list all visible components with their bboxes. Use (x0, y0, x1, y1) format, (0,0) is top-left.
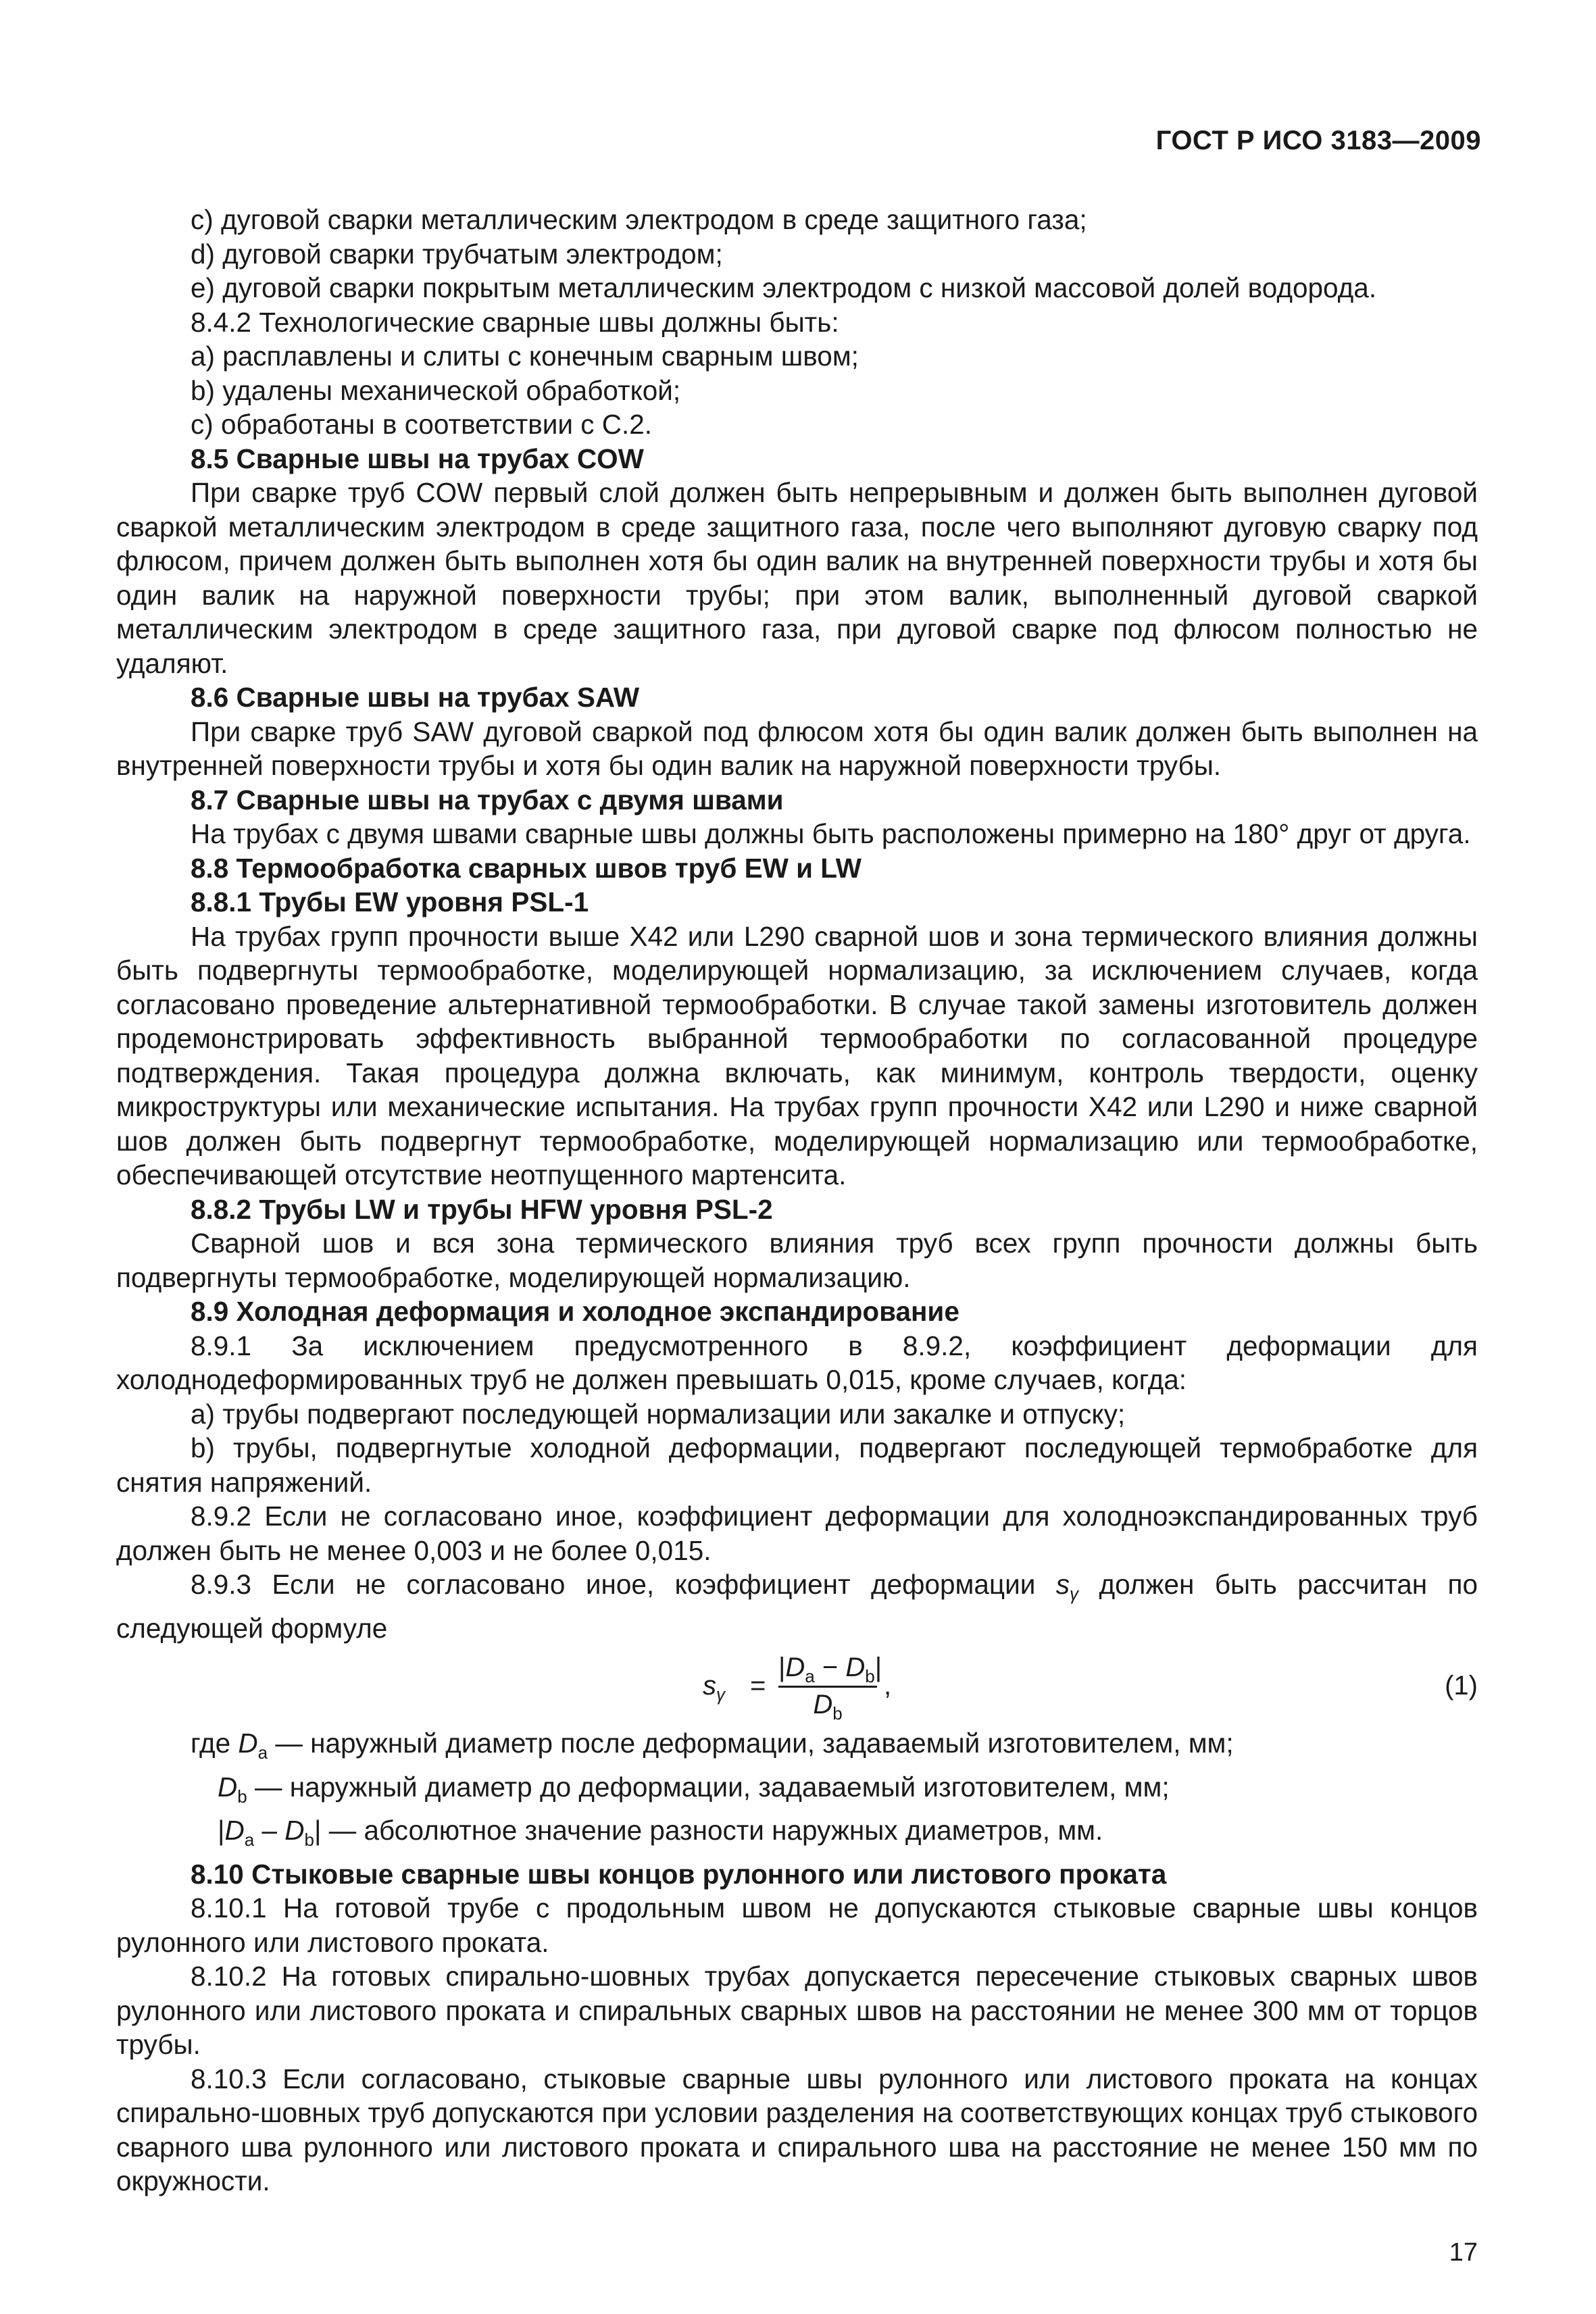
section-heading-8-6: 8.6 Сварные швы на трубах SAW (191, 682, 640, 713)
paragraph: 8.10.1 На готовой трубе с продольным швом не допускаются стыковые сварные швы концов рулонного или листового проката. (116, 1892, 1478, 1958)
formula-lhs-symbol: s (703, 1671, 716, 1701)
body-text (116, 203, 1478, 2198)
page-number: 17 (1449, 2238, 1478, 2267)
symbol-subscript: γ (1070, 1584, 1079, 1605)
paragraph: с) обработаны в соответствии с С.2. (191, 409, 653, 440)
legend-subscript: b (304, 1830, 314, 1851)
paragraph: b) трубы, подвергнутые холодной деформации, подвергают последующей термобработке для снятия напряжений. (116, 1432, 1478, 1498)
legend-text: — абсолютное значение разности наружных диаметров, мм. (321, 1815, 1103, 1846)
formula-denominator (778, 1688, 877, 1724)
formula-number: (1) (1445, 1671, 1478, 1701)
legend-text: — наружный диаметр до деформации, задаваемый изготовителем, мм; (247, 1771, 1170, 1803)
formula-fraction (778, 1651, 882, 1724)
formula-lhs-subscript: γ (716, 1684, 725, 1705)
paragraph: b) удалены механической обработкой; (191, 374, 681, 406)
num-subscript-a: a (805, 1666, 815, 1687)
den-symbol: D (813, 1690, 833, 1720)
legend-minus: – (254, 1815, 285, 1846)
legend-prefix: где (191, 1728, 239, 1759)
paragraph: 8.10.2 На готовых спирально-шовных трубах допускается пересечение стыковых сварных швов рулонного или листового проката и спиральных сварных швов на расстоянии не менее 300 мм от торцов трубы. (116, 1961, 1478, 2061)
legend-row (116, 1813, 1478, 1857)
formula-comma: , (884, 1671, 892, 1701)
abs-bar-open: | (778, 1653, 786, 1683)
legend-text: — наружный диаметр после деформации, задаваемый изготовителем, мм; (268, 1728, 1234, 1759)
legend-subscript: a (244, 1830, 255, 1851)
formula-equals: = (750, 1671, 766, 1701)
formula-1 (116, 1651, 1478, 1724)
paragraph: На трубах групп прочности выше X42 или L290 сварной шов и зона термического влияния должны быть подвергнуты термообработке, моделирующей нормализацию, за исключением случаев, когда согласовано проведение альтернативной термообработки. В случае такой замены изготовитель должен продемонстрировать эффективность выбранной термообработки по согласованной процедуре подтверждения. Такая процедура должна включать, как минимум, контроль твердости, оценку микроструктуры или механические испытания. На трубах групп прочности X42 или L290 и ниже сварной шов должен быть подвергнут термообработке, моделирующей нормализацию или термообработке, обеспечивающей отсутствие неотпущенного мартенсита. (116, 920, 1478, 1190)
num-symbol-a: D (785, 1653, 805, 1683)
paragraph: а) расплавлены и слиты с конечным сварным швом; (191, 341, 859, 372)
paragraph: 8.10.3 Если согласовано, стыковые сварные швы рулонного или листового проката на концах спирально-шовных труб допускаются при условии разделения на соответствующих концах труб стыкового сварного шва рулонного или листового проката и спирального шва на расстояние не менее 150 мм по окружности. (116, 2063, 1478, 2197)
legend-symbol: D (284, 1815, 305, 1846)
formula-numerator (778, 1651, 882, 1687)
section-heading-8-9: 8.9 Холодная деформация и холодное экспандирование (191, 1296, 959, 1327)
section-heading-8-7: 8.7 Сварные швы на трубах с двумя швами (191, 784, 784, 815)
paragraph: Сварной шов и вся зона термического влияния труб всех групп прочности должны быть подвергнуты термообработке, моделирующей нормализацию. (116, 1228, 1478, 1293)
formula-lhs (703, 1671, 725, 1705)
legend-row (116, 1726, 1478, 1770)
paragraph: 8.9.2 Если не согласовано иное, коэффициент деформации для холодноэкспандированных труб должен быть не менее 0,003 и не более 0,015. (116, 1501, 1478, 1566)
paragraph: При сварке труб COW первый слой должен быть непрерывным и должен быть выполнен дуговой сваркой металлическим электродом в среде защитного газа, после чего выполняют дуговую сварку под флюсом, причем должен быть выполнен хотя бы один валик на внутренней поверхности трубы и хотя бы один валик на наружной поверхности трубы; при этом валик, выполненный дуговой сваркой металлическим электродом в среде защитного газа, при дуговой сварке под флюсом полностью не удаляют. (116, 477, 1478, 679)
legend-row (116, 1770, 1478, 1814)
legend-symbol: D (218, 1771, 238, 1803)
section-heading-8-8: 8.8 Термообработка сварных швов труб EW и LW (191, 852, 862, 884)
legend-abs-open: | (218, 1815, 225, 1846)
num-subscript-b: b (865, 1666, 875, 1687)
abs-bar-close: | (874, 1653, 882, 1683)
section-heading-8-10: 8.10 Стыковые сварные швы концов рулонного или листового проката (191, 1858, 1167, 1890)
document-code: ГОСТ Р ИСО 3183—2009 (1155, 126, 1481, 155)
paragraph: При сварке труб SAW дуговой сваркой под флюсом хотя бы один валик должен быть выполнен на внутренней поверхности трубы и хотя бы один валик на наружной поверхности трубы. (116, 715, 1478, 781)
paragraph-text: должен быть рассчитан по следующей формуле (116, 1569, 1478, 1644)
num-symbol-b: D (845, 1653, 866, 1683)
paragraph: На трубах с двумя швами сварные швы должны быть расположены примерно на 180° друг от друга. (191, 818, 1471, 849)
paragraph: 8.9.1 За исключением предусмотренного в 8.9.2, коэффициент деформации для холоднодеформированных труб не должен превышать 0,015, кроме случаев, когда: (116, 1330, 1478, 1395)
paragraph (116, 1567, 1478, 1645)
symbol-s: s (1055, 1569, 1070, 1600)
section-heading-8-5: 8.5 Сварные швы на трубах COW (191, 443, 644, 474)
legend-abs-close: | (314, 1815, 322, 1846)
legend-symbol: D (238, 1728, 258, 1759)
section-heading-8-8-2: 8.8.2 Трубы LW и трубы HFW уровня PSL-2 (191, 1193, 773, 1225)
paragraph: а) трубы подвергают последующей нормализации или закалке и отпуску; (191, 1398, 1126, 1430)
formula-legend (116, 1726, 1478, 1857)
legend-subscript: a (257, 1742, 268, 1763)
num-minus: − (814, 1653, 846, 1683)
paragraph: d) дуговой сварки трубчатым электродом; (191, 238, 723, 270)
legend-subscript: b (237, 1786, 247, 1807)
paragraph: 8.4.2 Технологические сварные швы должны быть: (191, 306, 839, 338)
paragraph-text: 8.9.3 Если не согласовано иное, коэффициент деформации (191, 1569, 1056, 1600)
paragraph: е) дуговой сварки покрытым металлическим электродом с низкой массовой долей водорода. (191, 272, 1377, 303)
paragraph: с) дуговой сварки металлическим электродом в среде защитного газа; (191, 204, 1087, 235)
legend-symbol: D (224, 1815, 245, 1846)
den-subscript: b (832, 1703, 843, 1724)
section-heading-8-8-1: 8.8.1 Трубы EW уровня PSL-1 (191, 886, 589, 917)
